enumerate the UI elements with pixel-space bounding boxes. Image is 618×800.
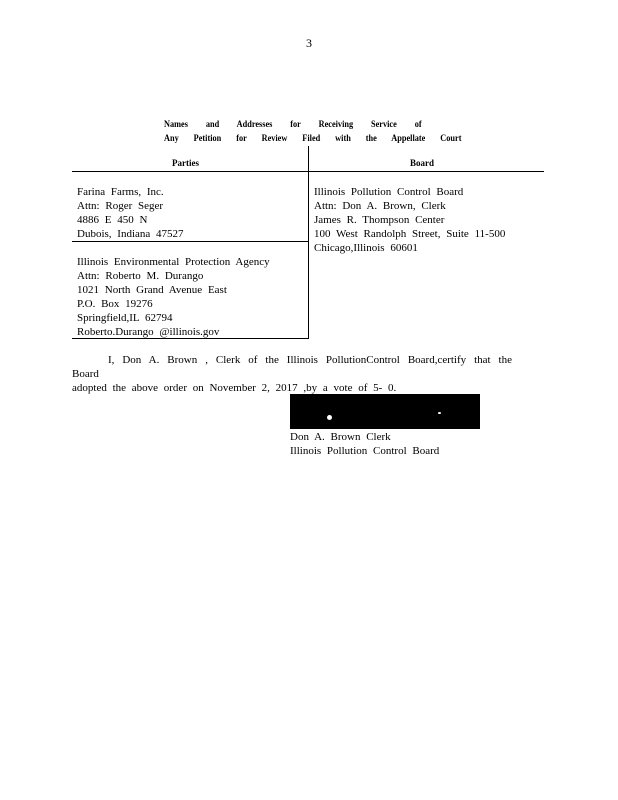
signature-speck [327,415,332,420]
column-header-parties: Parties [172,158,199,168]
address-line: P.O. Box 19276 [77,298,153,310]
party-address-farina [77,185,184,241]
signature-speck [438,412,441,414]
table-column-divider [308,146,309,339]
address-line: Roberto.Durango @illinois.gov [77,326,220,338]
parties-row-divider [72,241,308,242]
signature-block [290,430,439,458]
address-line: Attn: Roberto M. Durango [77,270,204,282]
address-line: Attn: Don A. Brown, Clerk [314,200,446,212]
signature-name: Don A. Brown Clerk [290,431,391,443]
redacted-signature [290,394,480,429]
signature-org: Illinois Pollution Control Board [290,445,440,457]
certification-line-1: I, Don A. Brown , Clerk of the Illinois PollutionControl Board,certify that the Board [72,354,512,380]
certification-paragraph [72,353,512,395]
board-address [314,185,505,255]
heading-line-1: Names and Addresses for Receiving Service of [164,119,422,129]
address-line: James R. Thompson Center [314,214,445,226]
page-number: 3 [306,36,312,50]
address-line: Attn: Roger Seger [77,200,164,212]
address-line: Chicago,Illinois 60601 [314,242,418,254]
address-line: Illinois Environmental Protection Agency [77,256,270,268]
address-line: Illinois Pollution Control Board [314,186,464,198]
column-header-board: Board [410,158,435,168]
address-line: Dubois, Indiana 47527 [77,228,184,240]
heading-line-2: Any Petition for Review Filed with the Appellate Court [164,133,462,143]
party-address-iepa [77,255,270,339]
service-heading [164,117,462,145]
address-line: Springfield,IL 62794 [77,312,173,324]
certification-line-2: adopted the above order on November 2, 2017 ,by a vote of 5- 0. [72,382,397,394]
address-line: 1021 North Grand Avenue East [77,284,227,296]
address-line: 4886 E 450 N [77,214,148,226]
address-line: Farina Farms, Inc. [77,186,164,198]
address-line: 100 West Randolph Street, Suite 11-500 [314,228,506,240]
